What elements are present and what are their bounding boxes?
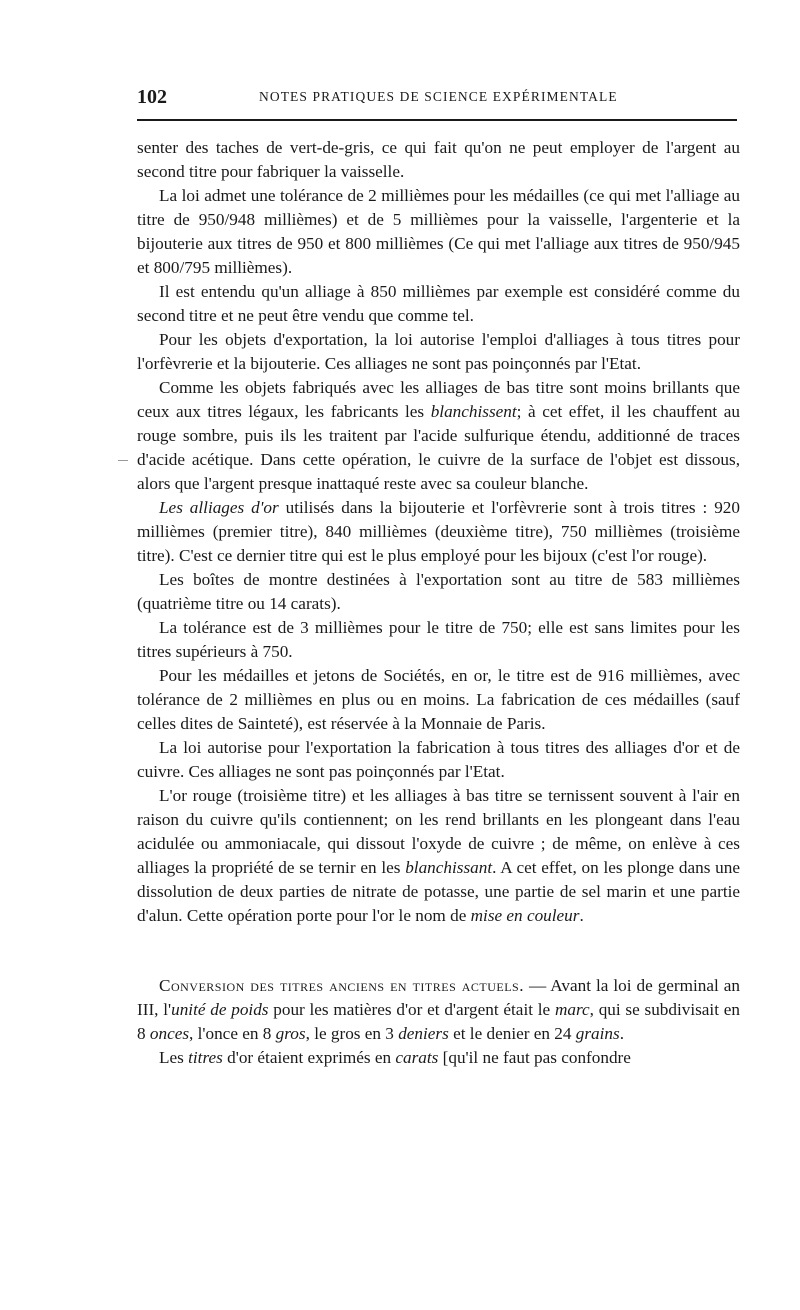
- paragraph-12-emphasis-4: gros: [275, 1024, 306, 1043]
- paragraph-3-text: Il est entendu qu'un alliage à 850 millièmes par exemple est considéré comme du second titre et ne peut être vendu que comme tel.: [137, 282, 740, 325]
- paragraph-6: [137, 496, 740, 568]
- paragraph-5-text-b: ; à cet effet, il les chauffent au rouge sombre, puis ils les traitent par l'acide sulfurique étendu, additionné de traces d'acide acétique. Dans cette opération, le cuivre de la surface de l'objet est dissous, alors que l'argent presque inattaqué reste avec sa couleur blanche.: [137, 402, 740, 493]
- paragraph-4-text: Pour les objets d'exportation, la loi autorise l'emploi d'alliages à tous titres pour l'orfèvrerie et la bijouterie. Ces alliages ne sont pas poinçonnés par l'Etat.: [137, 330, 740, 373]
- paragraph-13-text-a: Les: [159, 1048, 189, 1067]
- paragraph-10-text: La loi autorise pour l'exportation la fabrication à tous titres des alliages d'or et de cuivre. Ces alliages ne sont pas poinçonnés par l'Etat.: [137, 738, 740, 781]
- paragraph-6-emphasis: Les alliages d'or: [159, 498, 279, 517]
- paragraph-11-text-a: L'or rouge (troisième titre) et les alliages à bas titre se ternissent souvent à l'air en raison du cuivre qu'ils contiennent; on les rend brillants en les plongeant dans l'eau acidulée ou ammoniacale, qui dissout l'oxyde de cuivre ; de même, on enlève à ces alliages la propriété de se ternir en les: [137, 786, 740, 877]
- paragraph-13-emphasis-1: titres: [188, 1048, 223, 1067]
- paragraph-9-text: Pour les médailles et jetons de Sociétés, en or, le titre est de 916 millièmes, avec tolérance de 2 millièmes en plus ou en moins. La fabrication de ces médailles (sauf celles dites de Sainteté), est réservée à la Monnaie de Paris.: [137, 666, 740, 733]
- paragraph-9: [137, 664, 740, 736]
- paragraph-11-text-c: .: [579, 906, 584, 925]
- header-rule: [137, 119, 737, 121]
- paragraph-11-emphasis-2: mise en couleur: [470, 906, 580, 925]
- margin-mark: [118, 460, 128, 461]
- paragraph-13-emphasis-2: carats: [395, 1048, 439, 1067]
- section-heading: Conversion des titres anciens en titres actuels.: [159, 976, 525, 995]
- paragraph-12-text-c: , qui se subdivisait en 8: [137, 1000, 740, 1043]
- paragraph-12-text-a: — Avant la loi de germinal an III, l': [137, 976, 741, 1019]
- paragraph-13-text-c: [qu'il ne faut pas confondre: [438, 1048, 631, 1067]
- paragraph-4: [137, 328, 740, 376]
- paragraph-13-text-b: d'or étaient exprimés en: [222, 1048, 396, 1067]
- paragraph-12-emphasis-5: deniers: [398, 1024, 449, 1043]
- paragraph-13: [137, 1046, 740, 1070]
- paragraph-8: [137, 616, 740, 664]
- page-number: 102: [137, 86, 167, 108]
- paragraph-5-emphasis: blanchissent: [430, 402, 517, 421]
- paragraph-12-text-b: pour les matières d'or et d'argent était le: [268, 1000, 555, 1019]
- paragraph-12-emphasis-1: unité de poids: [171, 1000, 269, 1019]
- paragraph-2-text: La loi admet une tolérance de 2 millièmes pour les médailles (ce qui met l'alliage au titre de 950/948 millièmes) et de 5 millièmes pour la vaisselle, l'argenterie et la bijouterie aux titres de 950 et 800 millièmes (Ce qui met l'alliage aux titres de 950/945 et 800/795 millièmes).: [137, 186, 740, 277]
- paragraph-3: [137, 280, 740, 328]
- paragraph-2: [137, 184, 740, 280]
- paragraph-5-text-a: Comme les objets fabriqués avec les alliages de bas titre sont moins brillants que ceux aux titres légaux, les fabricants les: [137, 378, 740, 421]
- paragraph-7-text: Les boîtes de montre destinées à l'exportation sont au titre de 583 millièmes (quatrième titre ou 14 carats).: [137, 570, 740, 613]
- paragraph-12-text-e: , le gros en 3: [305, 1024, 399, 1043]
- running-title: NOTES PRATIQUES DE SCIENCE EXPÉRIMENTALE: [259, 89, 618, 104]
- section-gap: [137, 928, 740, 974]
- paragraph-12: [137, 974, 740, 1046]
- paragraph-6-text: utilisés dans la bijouterie et l'orfèvrerie sont à trois titres : 920 millièmes (premier titre), 840 millièmes (deuxième titre), 750 millièmes (troisième titre). C'est ce dernier titre qui est le plus employé pour les bijoux (c'est l'or rouge).: [137, 498, 740, 565]
- paragraph-1-text: senter des taches de vert-de-gris, ce qui fait qu'on ne peut employer de l'argent au second titre pour fabriquer la vaisselle.: [137, 138, 740, 181]
- paragraph-1: [137, 136, 740, 184]
- paragraph-8-text: La tolérance est de 3 millièmes pour le titre de 750; elle est sans limites pour les titres supérieurs à 750.: [137, 618, 740, 661]
- paragraph-12-emphasis-3: onces: [149, 1024, 190, 1043]
- paragraph-11-text-b: . A cet effet, on les plonge dans une dissolution de deux parties de nitrate de potasse, une partie de sel marin et une partie d'alun. Cette opération porte pour l'or le nom de: [137, 858, 740, 925]
- paragraph-12-text-d: , l'once en 8: [189, 1024, 276, 1043]
- paragraph-12-text-f: et le denier en 24: [448, 1024, 576, 1043]
- body-text: [137, 136, 740, 1070]
- paragraph-10: [137, 736, 740, 784]
- page-header: [137, 84, 737, 114]
- paragraph-7: [137, 568, 740, 616]
- paragraph-5: [137, 376, 740, 496]
- paragraph-12-emphasis-6: grains: [575, 1024, 620, 1043]
- paragraph-11: [137, 784, 740, 928]
- paragraph-12-emphasis-2: marc: [554, 1000, 590, 1019]
- paragraph-11-emphasis-1: blanchissant: [405, 858, 493, 877]
- paragraph-12-text-g: .: [619, 1024, 624, 1043]
